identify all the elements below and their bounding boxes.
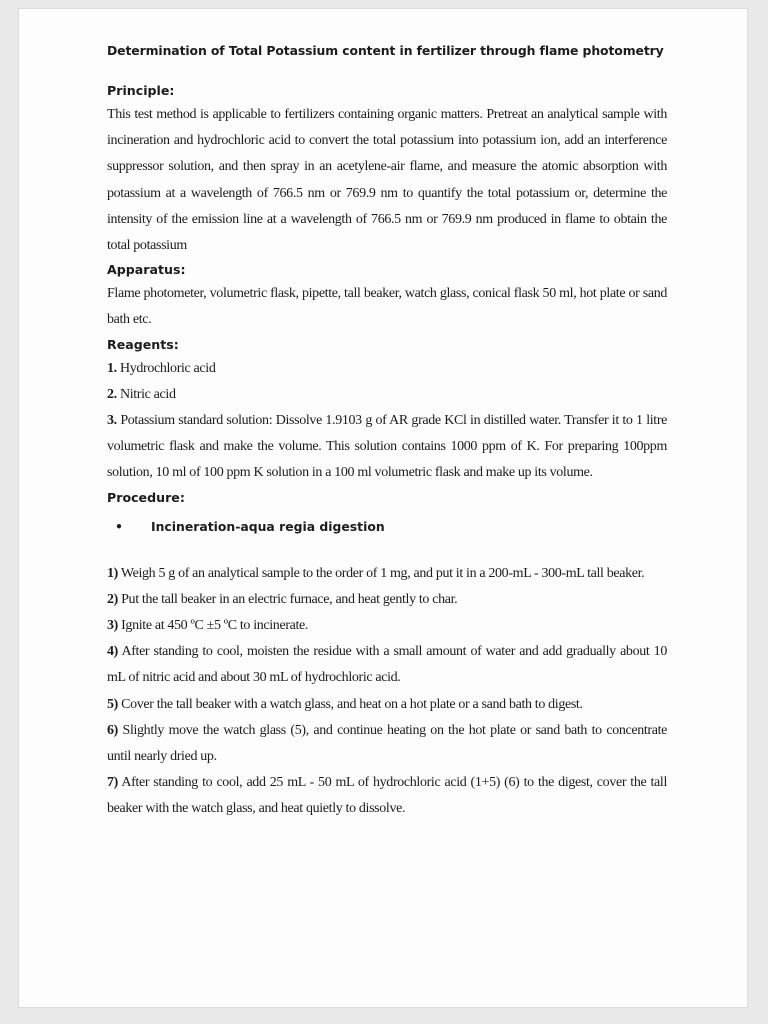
reagent-item: 1. Hydrochloric acid bbox=[107, 360, 216, 376]
principle-heading: Principle: bbox=[107, 83, 175, 98]
procedure-bullet-label: Incineration-aqua regia digestion bbox=[151, 518, 385, 534]
procedure-step: 4) After standing to cool, moisten the residue with a small amount of water and add gradually about 10 mL of nitric acid and about 30 mL of hydrochloric acid. bbox=[107, 644, 667, 686]
procedure-step: 5) Cover the tall beaker with a watch glass, and heat on a hot plate or a sand bath to digest. bbox=[107, 696, 583, 712]
document-title: Determination of Total Potassium content in fertilizer through flame photometry bbox=[107, 43, 664, 58]
procedure-step: 3) Ignite at 450 ºC ±5 ºC to incinerate. bbox=[107, 618, 309, 634]
procedure-step: 7) After standing to cool, add 25 mL - 50 mL of hydrochloric acid (1+5) (6) to the digest, cover the tall beaker with the watch glass, and heat quietly to dissolve. bbox=[107, 775, 667, 817]
reagents-heading: Reagents: bbox=[107, 336, 179, 352]
procedure-step: 6) Slightly move the watch glass (5), and continue heating on the hot plate or sand bath to concentrate until nearly dried up. bbox=[107, 722, 667, 765]
procedure-steps bbox=[107, 561, 667, 823]
apparatus-heading: Apparatus: bbox=[107, 262, 186, 278]
bullet-icon: • bbox=[115, 518, 123, 534]
procedure-bullet bbox=[115, 515, 667, 539]
apparatus-text: Flame photometer, volumetric flask, pipette, tall beaker, watch glass, conical flask 50 ml, hot plate or sand bath etc. bbox=[107, 286, 667, 328]
procedure-step: 1) Weigh 5 g of an analytical sample to the order of 1 mg, and put it in a 200-mL - 300-mL tall beaker. bbox=[107, 565, 645, 581]
procedure-step: 2) Put the tall beaker in an electric furnace, and heat gently to char. bbox=[107, 591, 458, 607]
document-content bbox=[107, 43, 667, 823]
document-page bbox=[18, 8, 748, 1008]
reagent-item: 3. Potassium standard solution: Dissolve 1.9103 g of AR grade KCl in distilled water. Transfer it to 1 litre volumetric flask and make the volume. This solution contains 1000 ppm of K. For preparing 100ppm solution, 10 ml of 100 ppm K solution in a 100 ml volumetric flask and make up its volume. bbox=[107, 413, 668, 481]
procedure-heading: Procedure: bbox=[107, 489, 185, 505]
principle-text: This test method is applicable to fertilizers containing organic matters. Pretreat an analytical sample with incineration and hydrochloric acid to convert the total potassium into potassium ion, add an interference suppressor solution, and then spray in an acetylene-air flame, and measure the atomic absorption with potassium at a wavelength of 766.5 nm or 769.9 nm to quantify the total potassium or, determine the intensity of the emission line at a wavelength of 766.5 nm or 769.9 nm produced in flame to obtain the total potassium bbox=[107, 107, 667, 254]
reagent-item: 2. Nitric acid bbox=[107, 386, 176, 402]
